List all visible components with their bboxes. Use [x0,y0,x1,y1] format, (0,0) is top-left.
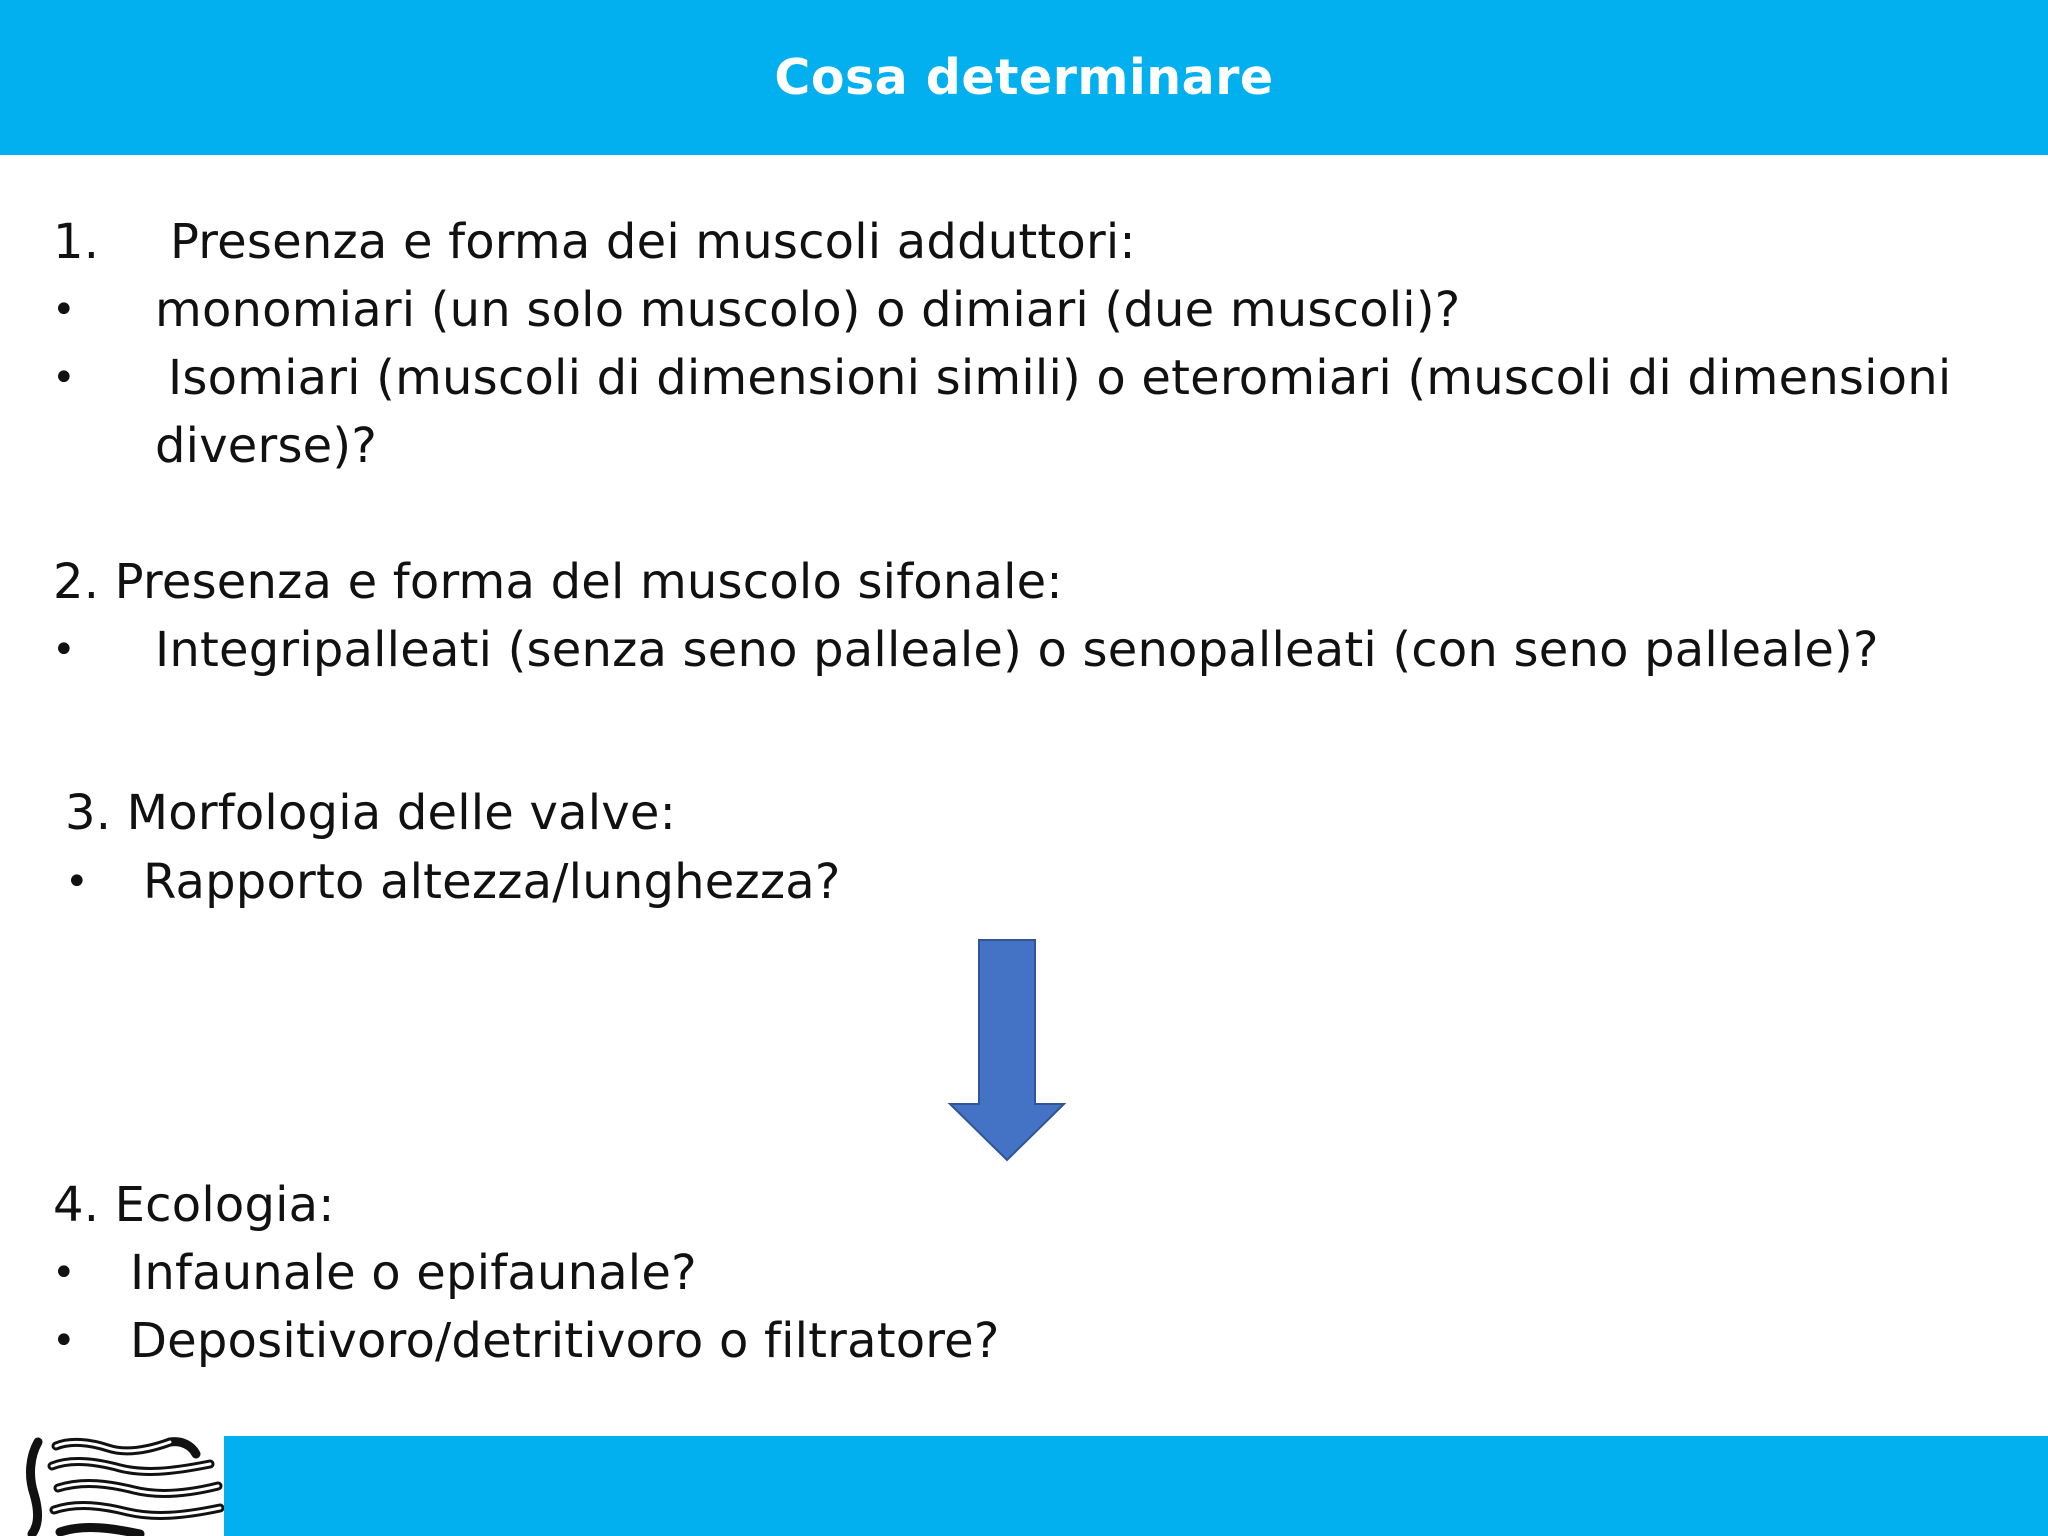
section1-heading: Presenza e forma dei muscoli adduttori: [170,214,1136,270]
section2-bullet-1: Integripalleati (senza seno palleale) o senopalleati (con seno palleale)? [155,622,1879,678]
section1-bullet-1: monomiari (un solo muscolo) o dimiari (due muscoli)? [155,282,1461,338]
arrow-down-icon [946,936,1070,1164]
bullet-dot: • [52,287,76,333]
section3-heading: 3. Morfologia delle valve: [65,785,676,841]
bullet-dot: • [52,1250,76,1296]
squiggle-logo-icon [0,1436,224,1536]
section2-heading: 2. Presenza e forma del muscolo sifonale: [53,554,1063,610]
slide-title: Cosa determinare [774,49,1274,106]
bullet-dot: • [65,859,89,905]
section4-heading: 4. Ecologia: [53,1177,335,1233]
section1-bullet-2: Isomiari (muscoli di dimensioni simili) o eteromiari (muscoli di dimensioni [168,350,1952,406]
footer-bar [0,1436,2048,1536]
section4-bullet-1: Infaunale o epifaunale? [130,1245,697,1301]
bullet-dot: • [52,627,76,673]
section4-bullet-2: Depositivoro/detritivoro o filtratore? [130,1313,1000,1369]
bullet-dot: • [52,1318,76,1364]
section1-bullet-2-continuation: diverse)? [155,418,378,474]
section3-bullet-1: Rapporto altezza/lunghezza? [143,854,841,910]
section1-number: 1. [53,214,100,270]
bullet-dot: • [52,355,76,401]
